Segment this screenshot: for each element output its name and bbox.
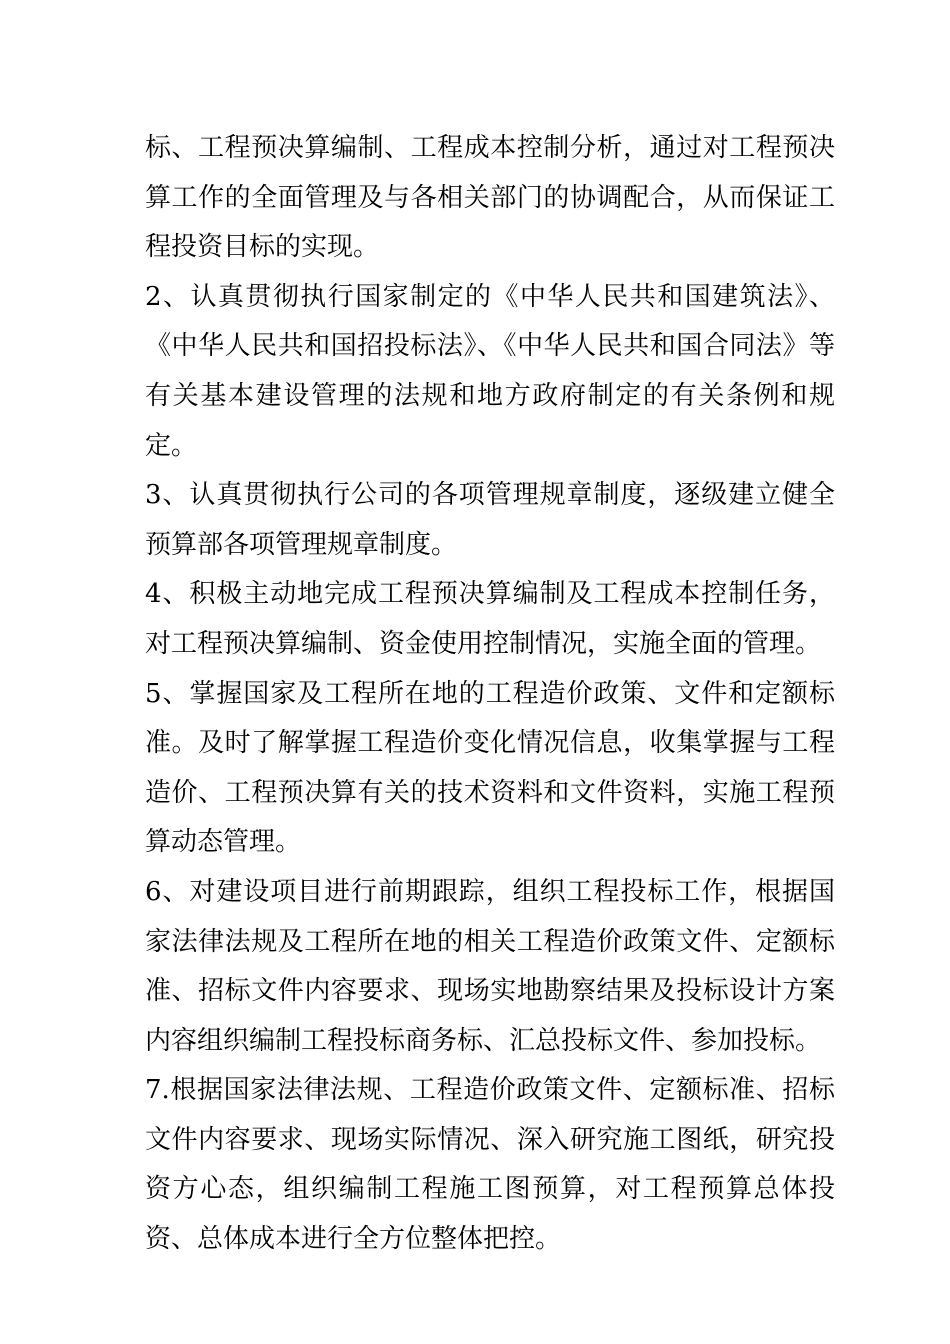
paragraph-item-6: 6、对建设项目进行前期跟踪，组织工程投标工作，根据国家法律法规及工程所在地的相关工程造价政策文件、定额标准、招标文件内容要求、现场实地勘察结果及投标设计方案内容组织编制工程投标商务标、汇总投标文件、参加投标。 [145, 876, 835, 1056]
paragraph-item-3: 3、认真贯彻执行公司的各项管理规章制度，逐级建立健全预算部各项管理规章制度。 [145, 480, 835, 560]
paragraph-item-4: 4、积极主动地完成工程预决算编制及工程成本控制任务，对工程预决算编制、资金使用控制情况，实施全面的管理。 [145, 579, 835, 659]
paragraph-item-5: 5、掌握国家及工程所在地的工程造价政策、文件和定额标准。及时了解掌握工程造价变化情况信息，收集掌握与工程造价、工程预决算有关的技术资料和文件资料，实施工程预算动态管理。 [145, 678, 835, 858]
paragraph-item-7: 7.根据国家法律法规、工程造价政策文件、定额标准、招标文件内容要求、现场实际情况、深入研究施工图纸，研究投资方心态，组织编制工程施工图预算，对工程预算总体投资、总体成本进行全方位整体把控。 [145, 1075, 835, 1255]
paragraph-continuation: 标、工程预决算编制、工程成本控制分析，通过对工程预决算工作的全面管理及与各相关部门的协调配合，从而保证工程投资目标的实现。 [145, 133, 835, 263]
document-body [145, 124, 835, 1265]
paragraph-item-2: 2、认真贯彻执行国家制定的《中华人民共和国建筑法》、《中华人民共和国招投标法》、《中华人民共和国合同法》等有关基本建设管理的法规和地方政府制定的有关条例和规定。 [145, 281, 835, 461]
